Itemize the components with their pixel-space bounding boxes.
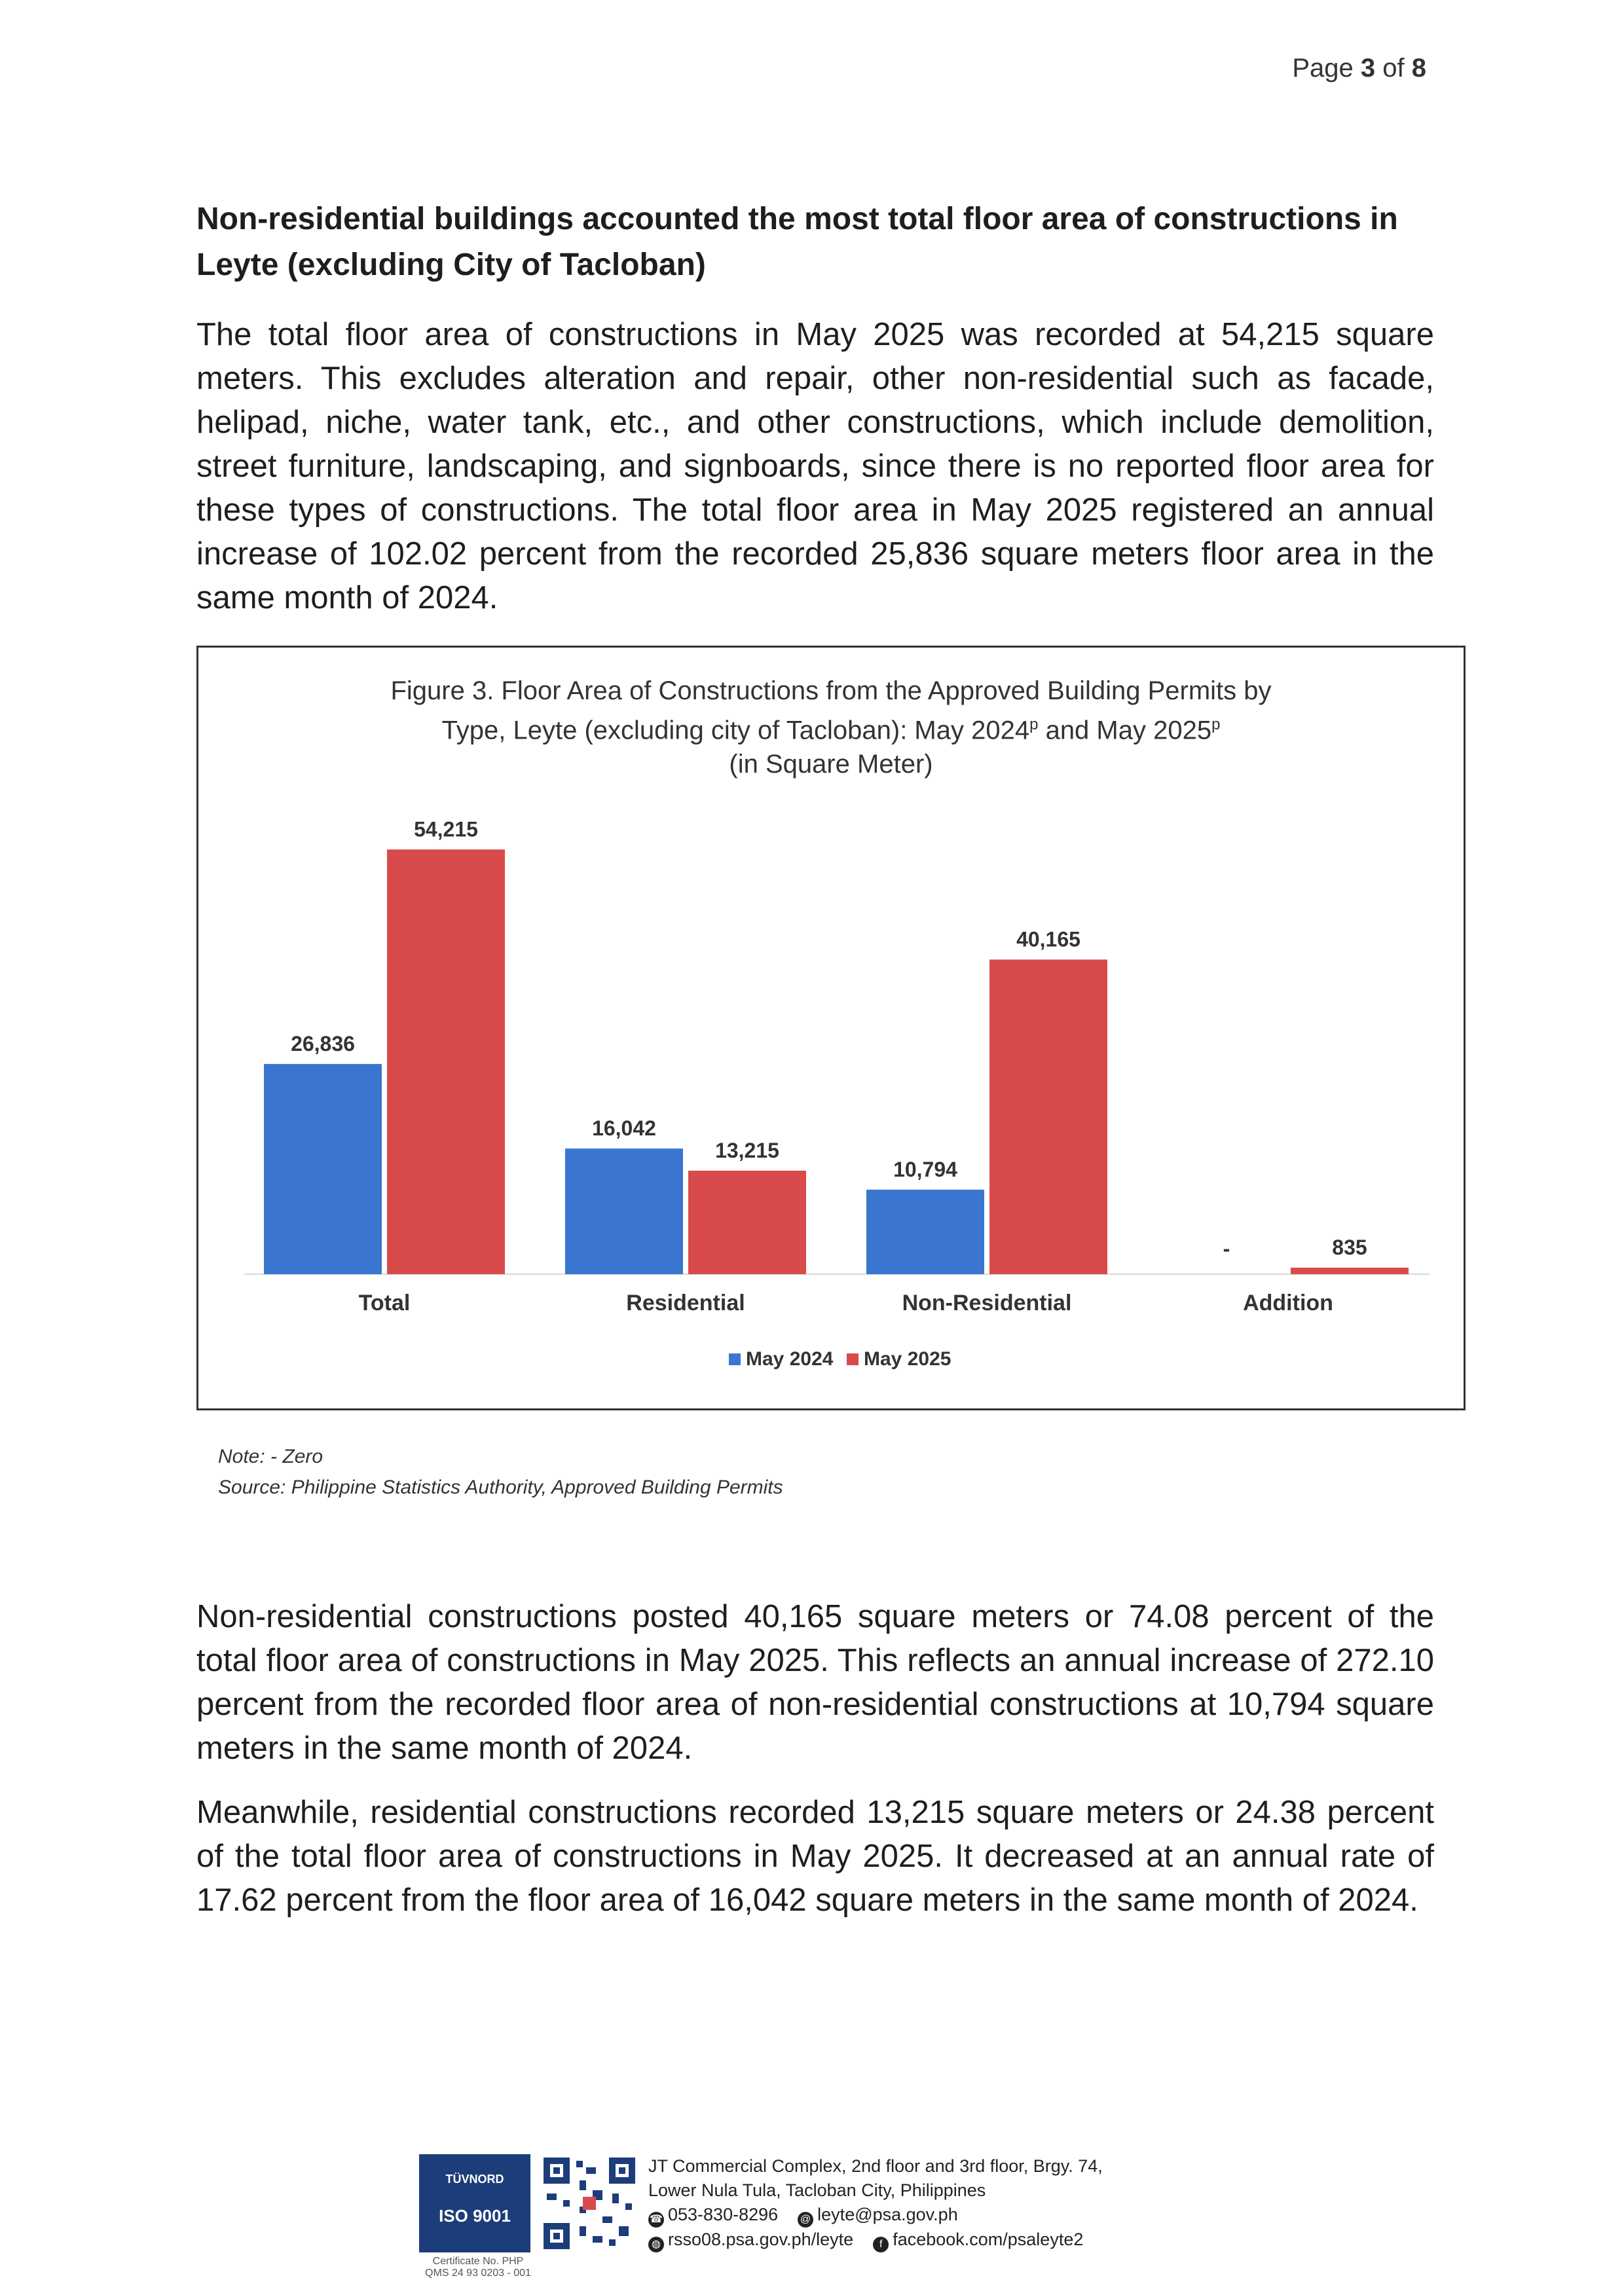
figure-title-line2 bbox=[198, 708, 1464, 747]
email-icon: @ bbox=[798, 2212, 813, 2228]
email-text[interactable]: leyte@psa.gov.ph bbox=[817, 2205, 958, 2224]
figure-title-line2a: Type, Leyte (excluding city of Tacloban): May 2024 bbox=[441, 716, 1030, 745]
bar-non-residential-may-2025 bbox=[989, 959, 1107, 1274]
paragraph-intro: The total floor area of constructions in May 2025 was recorded at 54,215 square meters. This excludes alteration and repair, other non-residential such as facade, helipad, niche, water tank, etc., and other constructions, which include demolition, street furniture, landscaping, and signboards, since there is no reported floor area for these types of constructions. The total floor area in May 2025 registered an annual increase of 102.02 percent from the recorded 25,836 square meters floor area in the same month of 2024. bbox=[196, 317, 1434, 615]
figure-title-line1: Figure 3. Floor Area of Constructions from the Approved Building Permits by bbox=[390, 676, 1272, 705]
bar-residential-may-2025 bbox=[688, 1171, 806, 1274]
phone-icon: ☎ bbox=[648, 2212, 664, 2228]
bar-addition-may-2025 bbox=[1291, 1268, 1409, 1274]
figure-3 bbox=[196, 646, 1466, 1410]
section-heading: Non-residential buildings accounted the most total floor area of constructions in Leyte (excluding City of Tacloban) bbox=[196, 202, 1398, 282]
address-line2: Lower Nula Tula, Tacloban City, Philippines bbox=[648, 2180, 986, 2200]
category-label: Residential bbox=[626, 1291, 745, 1315]
data-label: - bbox=[1223, 1237, 1230, 1260]
bar-non-residential-may-2024 bbox=[866, 1190, 984, 1274]
data-label: 835 bbox=[1332, 1236, 1367, 1260]
page-total: 8 bbox=[1411, 54, 1426, 83]
data-label: 10,794 bbox=[893, 1157, 957, 1181]
paragraph-residential: Meanwhile, residential constructions recorded 13,215 square meters or 24.38 percent of the total floor area of constructions in May 2025. It decreased at an annual rate of 17.62 percent from the floor area of 16,042 square meters in the same month of 2024. bbox=[196, 1795, 1434, 1918]
figure-title-sup2: p bbox=[1211, 716, 1221, 733]
legend-swatch bbox=[847, 1353, 858, 1365]
bar-total-may-2024 bbox=[264, 1064, 382, 1274]
category-label: Addition bbox=[1243, 1291, 1333, 1315]
cert-iso: ISO 9001 bbox=[439, 2206, 511, 2226]
bar-residential-may-2024 bbox=[565, 1148, 683, 1274]
figure-title-sup1: p bbox=[1029, 716, 1039, 733]
cert-no-line2: QMS 24 93 0203 - 001 bbox=[425, 2267, 531, 2279]
legend-label: May 2025 bbox=[864, 1348, 951, 1370]
data-label: 54,215 bbox=[414, 817, 478, 841]
data-label: 13,215 bbox=[715, 1138, 779, 1162]
iso-certification-badge bbox=[419, 2154, 530, 2252]
cert-brand: TÜVNORD bbox=[445, 2173, 504, 2186]
footer bbox=[419, 2154, 1270, 2279]
contact-info bbox=[648, 2154, 1103, 2252]
phone-text: 053-830-8296 bbox=[668, 2205, 779, 2224]
phone-email-row bbox=[648, 2203, 1103, 2228]
facebook-icon: f bbox=[873, 2237, 889, 2252]
facebook-link[interactable]: facebook.com/psaleyte2 bbox=[893, 2230, 1084, 2249]
data-label: 26,836 bbox=[291, 1031, 355, 1056]
qr-code-icon bbox=[540, 2154, 638, 2252]
figure-source: Source: Philippine Statistics Authority, Approved Building Permits bbox=[218, 1477, 783, 1498]
figure-title bbox=[198, 674, 1464, 781]
page-current: 3 bbox=[1360, 54, 1376, 83]
paragraph-nonresidential: Non-residential constructions posted 40,165 square meters or 74.08 percent of the total floor area of constructions in May 2025. This reflects an annual increase of 272.10 percent from the recorded floor area of non-residential constructions at 10,794 square meters in the same month of 2024. bbox=[196, 1599, 1434, 1766]
data-label: 16,042 bbox=[592, 1116, 656, 1141]
address-line1: JT Commercial Complex, 2nd floor and 3rd floor, Brgy. 74, bbox=[648, 2156, 1103, 2176]
web-social-row bbox=[648, 2228, 1103, 2252]
page-number bbox=[1292, 54, 1426, 83]
certificate-number bbox=[419, 2256, 537, 2279]
figure-note: Note: - Zero bbox=[218, 1446, 323, 1467]
legend-swatch bbox=[729, 1353, 741, 1365]
page-of-label: of bbox=[1382, 54, 1405, 83]
data-label: 40,165 bbox=[1016, 927, 1080, 951]
figure-title-line2b: and May 2025 bbox=[1038, 716, 1212, 745]
category-label: Non-Residential bbox=[902, 1291, 1072, 1315]
legend-label: May 2024 bbox=[746, 1348, 834, 1370]
cert-no-line1: Certificate No. PHP bbox=[432, 2256, 524, 2267]
category-label: Total bbox=[358, 1291, 411, 1315]
bar-total-may-2025 bbox=[387, 849, 505, 1274]
globe-icon: ◍ bbox=[648, 2237, 664, 2252]
figure-title-line3: (in Square Meter) bbox=[729, 750, 933, 779]
website-link[interactable]: rsso08.psa.gov.ph/leyte bbox=[668, 2230, 854, 2249]
page-label: Page bbox=[1292, 54, 1354, 83]
